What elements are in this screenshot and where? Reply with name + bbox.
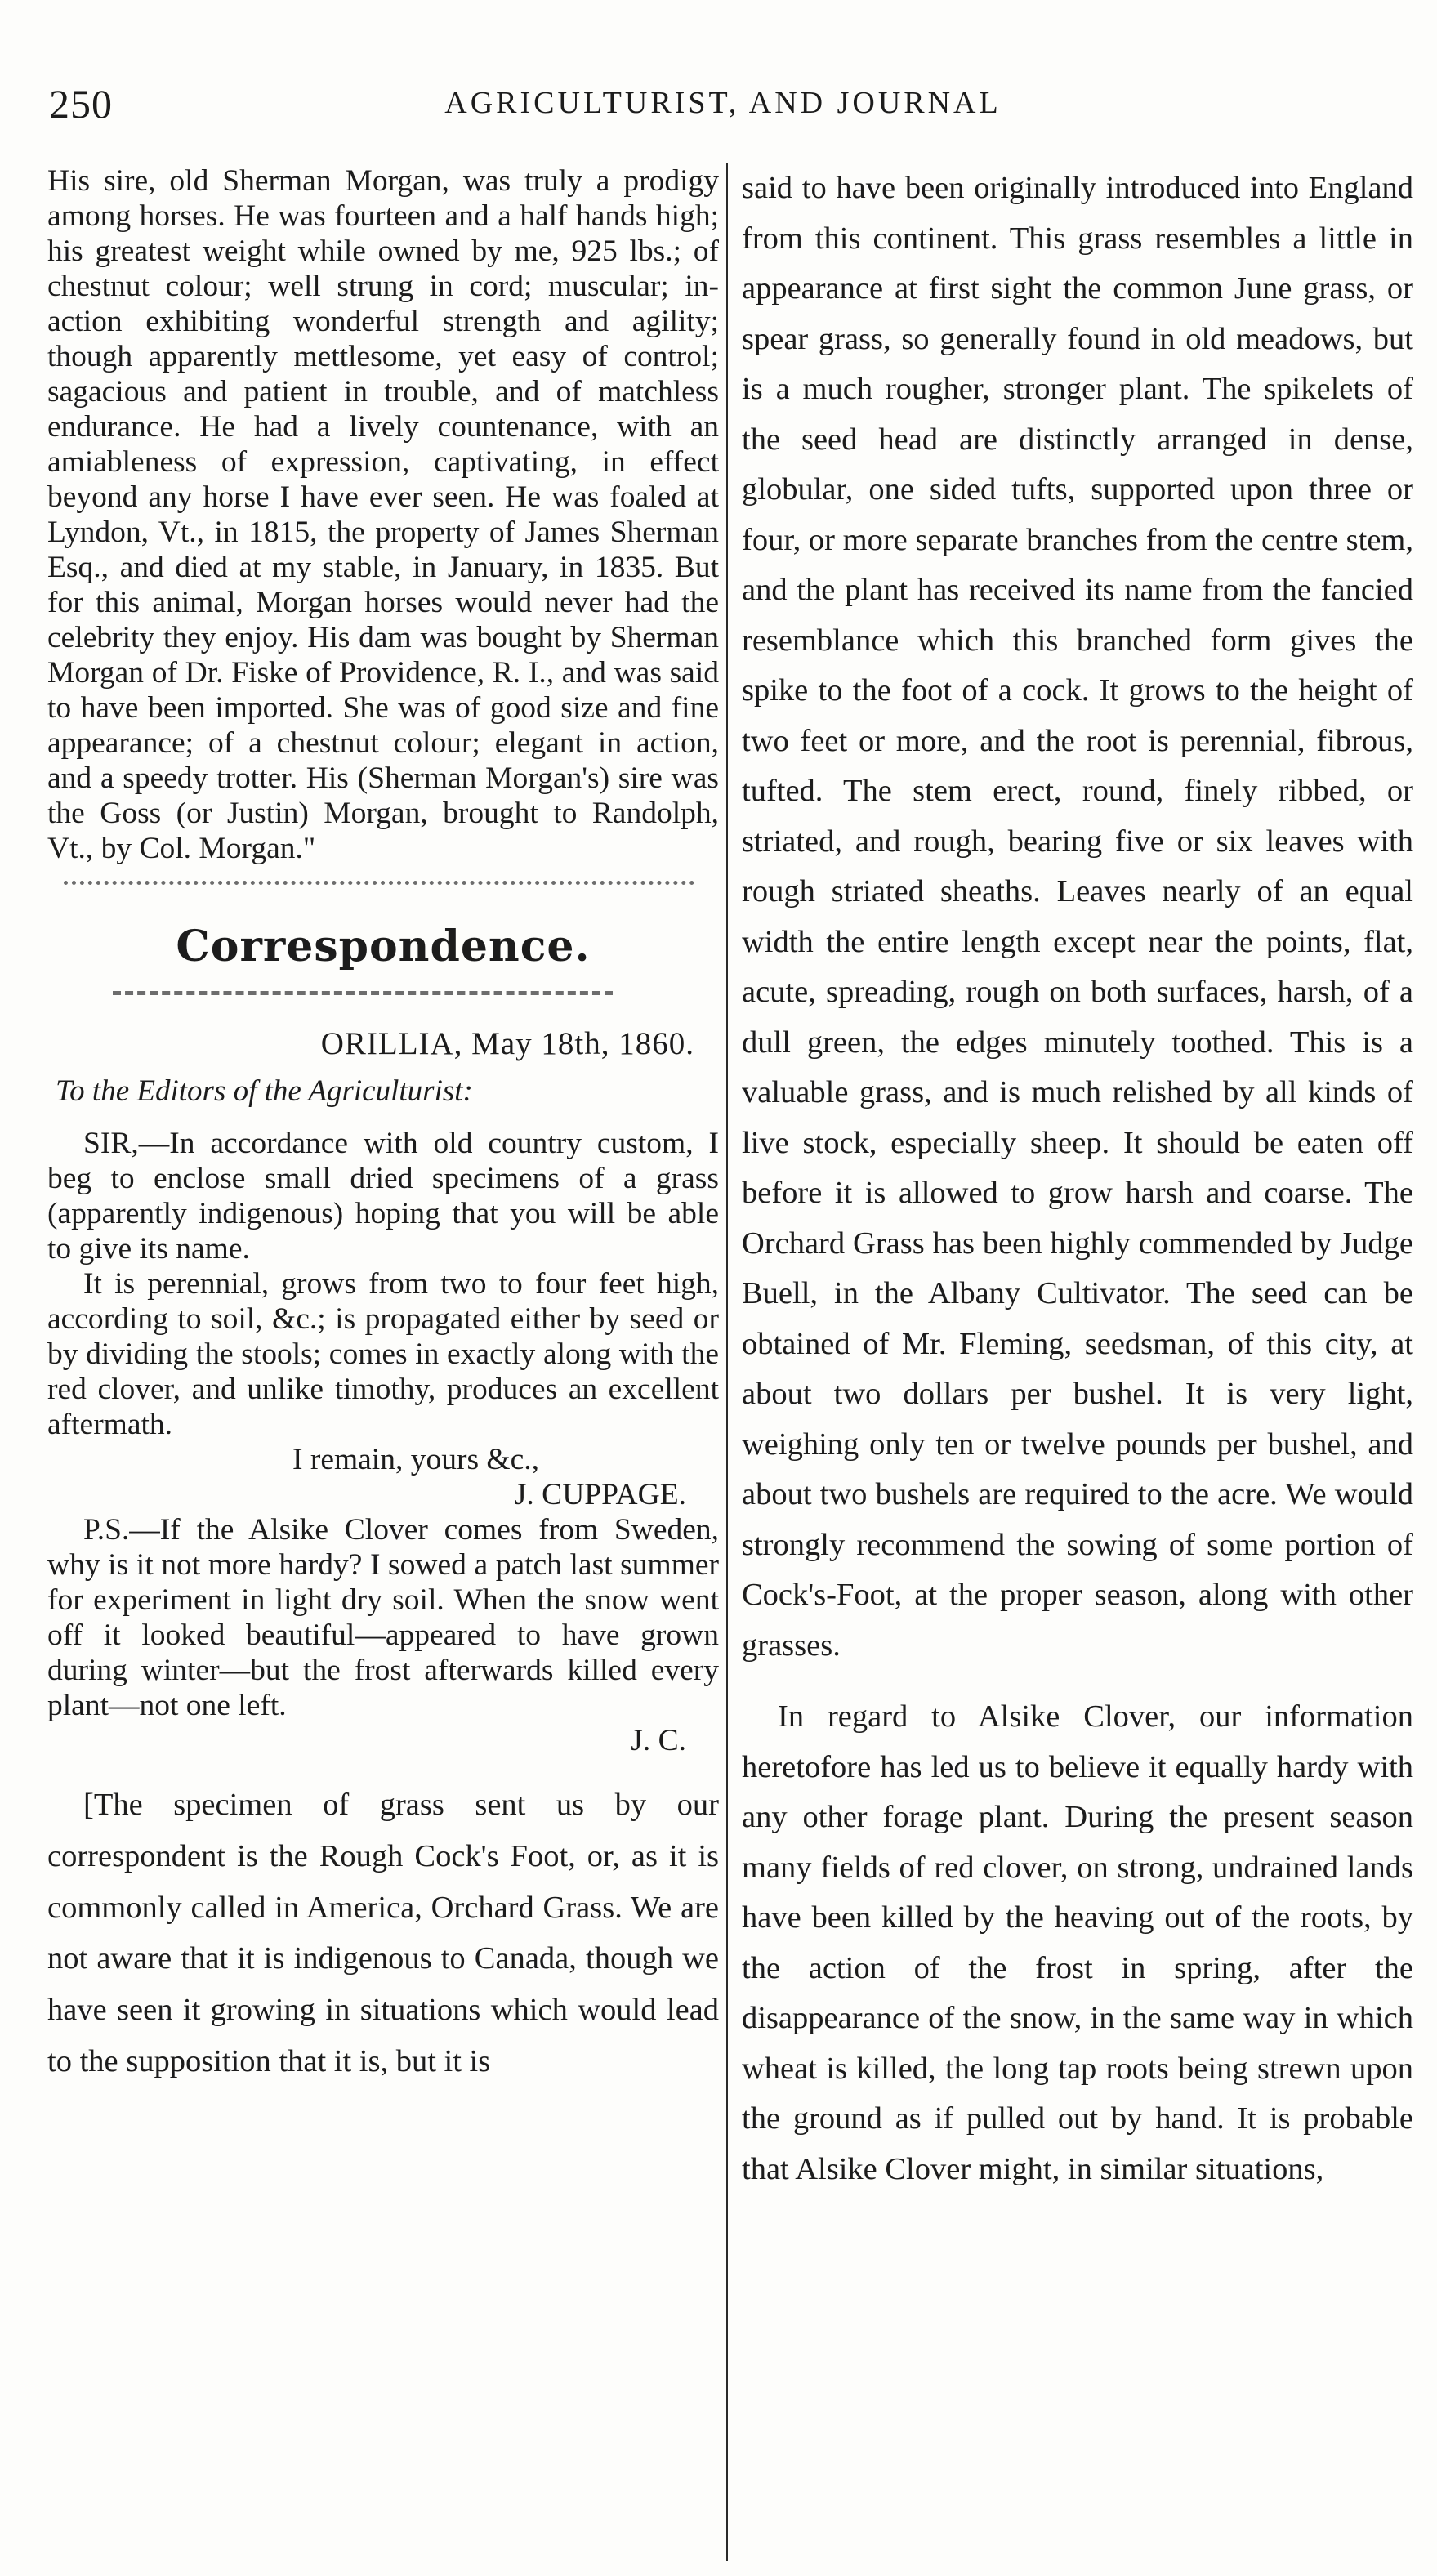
page-header: [33, 80, 1413, 137]
title-divider: [113, 991, 613, 1013]
letter-signature: J. CUPPAGE.: [514, 1478, 686, 1511]
section-divider: [64, 881, 694, 903]
editor-reply: [The specimen of grass sent us by our correspondent is the Rough Cock's Foot, or, as it is commonly called in America, Orchard Grass. We are not aware that it is indigenous to Canada, though we have seen it growing in situations which would lead to the supposition that it is, but it is: [47, 1788, 719, 2078]
letter-salutation: To the Editors of the Agriculturist:: [56, 1074, 473, 1108]
paragraph-gap: [742, 1671, 1413, 1692]
letter-closing: I remain, yours &c.,: [292, 1443, 539, 1476]
letter-postscript: P.S.—If the Alsike Clover comes from Sweden, why is it not more hardy? I sowed a patch last summer for experiment in light dry soil. When the snow went off it looked beautiful—appeared to have grown during winter—but the frost afterwards killed every plant—not one left.: [47, 1513, 719, 1722]
paragraph-gap: [47, 1758, 719, 1779]
left-column: [47, 163, 719, 2087]
page-number: 250: [49, 81, 113, 127]
running-head: AGRICULTURIST, AND JOURNAL: [444, 86, 1002, 120]
alsike-clover-paragraph: In regard to Alsike Clover, our information heretofore has led us to believe it equally hardy with any other forage plant. During the present season many fields of red clover, on strong, undrained lands have been killed by the heaving out of the roots, by the action of the frost in spring, after the disappearance of the snow, in the same way in which wheat is killed, the long tap roots being strewn upon the ground as if pulled out by hand. It is probable that Alsike Clover might, in similar situations,: [742, 1699, 1413, 2186]
right-column: [742, 163, 1413, 2194]
letter-dateline: ORILLIA, May 18th, 1860.: [320, 1026, 694, 1061]
letter-paragraph-1: SIR,—In accordance with old country custom, I beg to enclose small dried specimens of a grass (apparently indigenous) hoping that you will be able to give its name.: [47, 1127, 719, 1266]
section-title: Correspondence.: [176, 922, 591, 971]
letter-paragraph-2: It is perennial, grows from two to four feet high, according to soil, &c.; is propagated either by seed or by dividing the stools; comes in exactly along with the red clover, and unlike timothy, produces an excellent aftermath.: [47, 1267, 719, 1441]
column-rule: [726, 163, 728, 2561]
morgan-horse-paragraph: His sire, old Sherman Morgan, was truly a prodigy among horses. He was fourteen and a half hands high; his greatest weight while owned by me, 925 lbs.; of chestnut colour; well strung in cord; muscular; in-action exhibiting wonderful strength and agility; though apparently mettlesome, yet easy of control; sagacious and patient in trouble, and of matchless endurance. He had a lively countenance, with an amiableness of expression, captivating, in effect beyond any horse I have ever seen. He was foaled at Lyndon, Vt., in 1815, the property of James Sherman Esq., and died at my stable, in January, in 1835. But for this animal, Morgan horses would never had the celebrity they enjoy. His dam was bought by Sherman Morgan of Dr. Fiske of Providence, R. I., and was said to have been imported. She was of good size and fine appearance; of a chestnut colour; elegant in action, and a speedy trotter. His (Sherman Morgan's) sire was the Goss (or Justin) Morgan, brought to Randolph, Vt., by Col. Morgan.": [47, 164, 719, 865]
postscript-initials: J. C.: [631, 1724, 686, 1757]
editor-reply-continued: said to have been originally introduced into England from this continent. This grass resembles a little in appearance at first sight the common June grass, or spear grass, so generally found in old meadows, but is a much rougher, stronger plant. The spikelets of the seed head are distinctly arranged in dense, globular, one sided tufts, supported upon three or four, or more separate branches from the centre stem, and the plant has received its name from the fancied resemblance which this branched form gives the spike to the foot of a cock. It grows to the height of two feet or more, and the root is perennial, fibrous, tufted. The stem erect, round, finely ribbed, or striated, and rough, bearing five or six leaves with rough striated sheaths. Leaves nearly of an equal width the entire length except near the points, flat, acute, spreading, rough on both surfaces, harsh, of a dull green, the edges minutely toothed. This is a valuable grass, and is much relished by all kinds of live stock, especially sheep. It should be eaten off before it is allowed to grow harsh and coarse. The Orchard Grass has been highly commended by Judge Buell, in the Albany Cultivator. The seed can be obtained of Mr. Fleming, seedsman, of this city, at about two dollars per bushel. It is very light, weighing only ten or twelve pounds per bushel, and about two bushels are required to the acre. We would strongly recommend the sowing of some portion of Cock's-Foot, at the proper season, along with other grasses.: [742, 171, 1413, 1663]
